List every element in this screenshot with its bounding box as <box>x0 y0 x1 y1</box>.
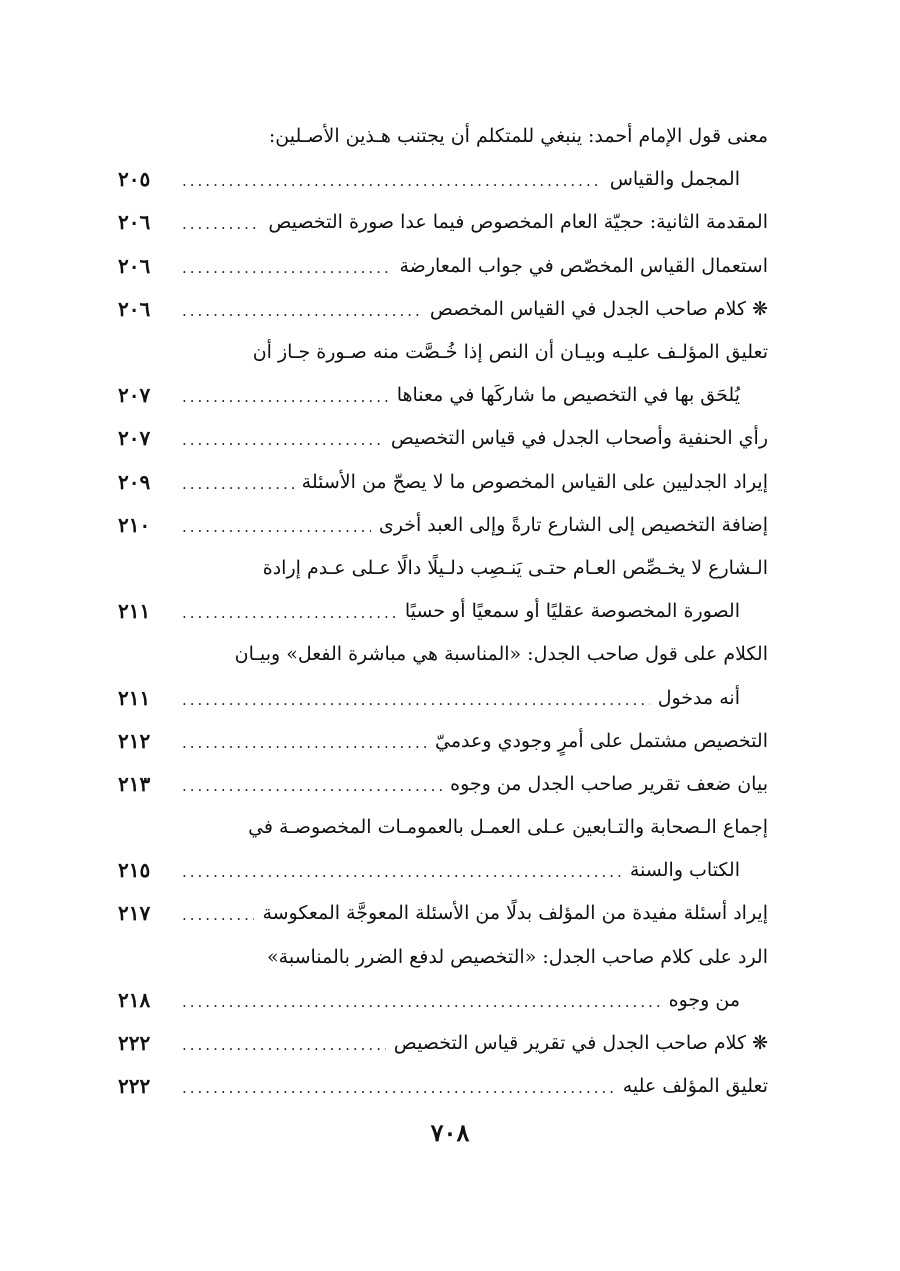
toc-entry <box>118 374 768 417</box>
toc-entry <box>118 763 768 806</box>
toc-entry-title: الكلام على قول صاحب الجدل: «المناسبة هي مباشرة الفعل» وبيـان <box>234 643 768 666</box>
dot-leader <box>182 979 661 1022</box>
dot-leader <box>182 677 650 720</box>
dot-leader <box>182 720 427 763</box>
dot-leader <box>182 892 254 935</box>
dot-leader <box>182 763 442 806</box>
toc-entry-title: إيراد الجدليين على القياس المخصوص ما لا يصحّ من الأسئلة <box>301 470 768 493</box>
toc-entry <box>118 1065 768 1108</box>
toc-entry <box>118 936 768 979</box>
toc-entry <box>118 1022 768 1065</box>
toc-entry <box>118 201 768 244</box>
dot-leader <box>182 288 422 331</box>
toc-entry <box>118 590 768 633</box>
dot-leader <box>182 849 622 892</box>
dot-leader <box>182 1022 386 1065</box>
toc-entry-title: الصورة المخصوصة عقليًا أو سمعيًا أو حسيًا <box>404 600 740 623</box>
toc-entry <box>118 547 768 590</box>
dot-leader <box>182 461 294 504</box>
toc-entry <box>118 892 768 935</box>
toc-entry-page: ٢٠٦ <box>118 296 151 321</box>
toc-entry <box>118 979 768 1022</box>
toc-entry <box>118 461 768 504</box>
toc-entry-title: إضافة التخصيص إلى الشارع تارةً وإلى العبد أخرى <box>378 513 768 536</box>
toc-entry-page: ٢١٧ <box>118 901 151 926</box>
toc-entry-page: ٢٠٧ <box>118 383 151 408</box>
toc-entry-title: المقدمة الثانية: حجيّة العام المخصوص فيما عدا صورة التخصيص <box>268 211 768 234</box>
dot-leader <box>182 1065 615 1108</box>
dot-leader <box>182 201 260 244</box>
dot-leader <box>182 590 397 633</box>
toc-entry <box>118 720 768 763</box>
toc-entry-title: تعليق المؤلف عليه <box>622 1075 768 1098</box>
toc-entry <box>118 806 768 849</box>
toc-entry <box>118 158 768 201</box>
toc-entry <box>118 676 768 719</box>
page-number: ٧٠٨ <box>430 1118 470 1147</box>
toc-entry-page: ٢١٨ <box>118 987 151 1012</box>
toc-entry-title: الكتاب والسنة <box>629 859 740 882</box>
toc-entry-title: تعليق المؤلـف عليـه وبيـان أن النص إذا خُـصَّت منه صـورة جـاز أن <box>252 341 768 364</box>
toc-entry-title: يُلحَق بها في التخصيص ما شاركَها في معناها <box>396 384 740 407</box>
toc-entry-title: استعمال القياس المخصّص في جواب المعارضة <box>399 254 768 277</box>
toc-entry-title: الرد على كلام صاحب الجدل: «التخصيص لدفع الضرر بالمناسبة» <box>267 945 768 968</box>
toc-entry-page: ٢١٥ <box>118 858 151 883</box>
toc-entry-page: ٢٠٧ <box>118 426 151 451</box>
toc-entry-title: من وجوه <box>668 988 740 1011</box>
toc-entry-title: إيراد أسئلة مفيدة من المؤلف بدلًا من الأسئلة المعوجَّة المعكوسة <box>262 902 768 925</box>
toc-entry <box>118 504 768 547</box>
toc-entry-page: ٢١١ <box>118 599 151 624</box>
toc-entry-page: ٢٠٥ <box>118 167 151 192</box>
toc-entry-title: المجمل والقياس <box>609 168 740 191</box>
dot-leader <box>182 374 389 417</box>
toc-entry-title: معنى قول الإمام أحمد: ينبغي للمتكلم أن يجتنب هـذين الأصـلين: <box>268 125 768 148</box>
toc-entry-page: ٢٢٢ <box>118 1031 151 1056</box>
toc-entry-title: بيان ضعف تقرير صاحب الجدل من وجوه <box>450 772 768 795</box>
dot-leader <box>182 417 383 460</box>
toc-entry-title: ❋ كلام صاحب الجدل في القياس المخصص <box>429 297 768 320</box>
toc-entry-page: ٢٠٩ <box>118 469 151 494</box>
toc-entry <box>118 331 768 374</box>
toc-entry-title: أنه مدخول <box>657 686 740 709</box>
toc-entry-title: الـشارع لا يخـصِّص العـام حتـى يَنـصِب دلـيلًا دالًا عـلى عـدم إرادة <box>262 556 768 579</box>
toc-entry <box>118 115 768 158</box>
dot-leader <box>182 504 371 547</box>
table-of-contents <box>118 115 768 1108</box>
toc-entry-page: ٢١١ <box>118 685 151 710</box>
toc-entry <box>118 245 768 288</box>
toc-entry <box>118 849 768 892</box>
toc-entry-title: إجماع الـصحابة والتـابعين عـلى العمـل بالعمومـات المخصوصـة في <box>248 816 768 839</box>
toc-entry <box>118 417 768 460</box>
toc-entry-page: ٢٠٦ <box>118 210 151 235</box>
toc-entry-page: ٢٢٢ <box>118 1074 151 1099</box>
dot-leader <box>182 158 602 201</box>
toc-entry-title: ❋ كلام صاحب الجدل في تقرير قياس التخصيص <box>393 1032 768 1055</box>
toc-entry <box>118 288 768 331</box>
dot-leader <box>182 245 392 288</box>
toc-entry <box>118 633 768 676</box>
toc-entry-page: ٢١٠ <box>118 512 151 537</box>
toc-entry-page: ٢١٢ <box>118 728 151 753</box>
toc-entry-page: ٢٠٦ <box>118 253 151 278</box>
toc-entry-page: ٢١٣ <box>118 771 151 796</box>
toc-entry-title: التخصيص مشتمل على أمرٍ وجودي وعدميّ <box>435 729 768 752</box>
toc-entry-title: رأي الحنفية وأصحاب الجدل في قياس التخصيص <box>390 427 768 450</box>
